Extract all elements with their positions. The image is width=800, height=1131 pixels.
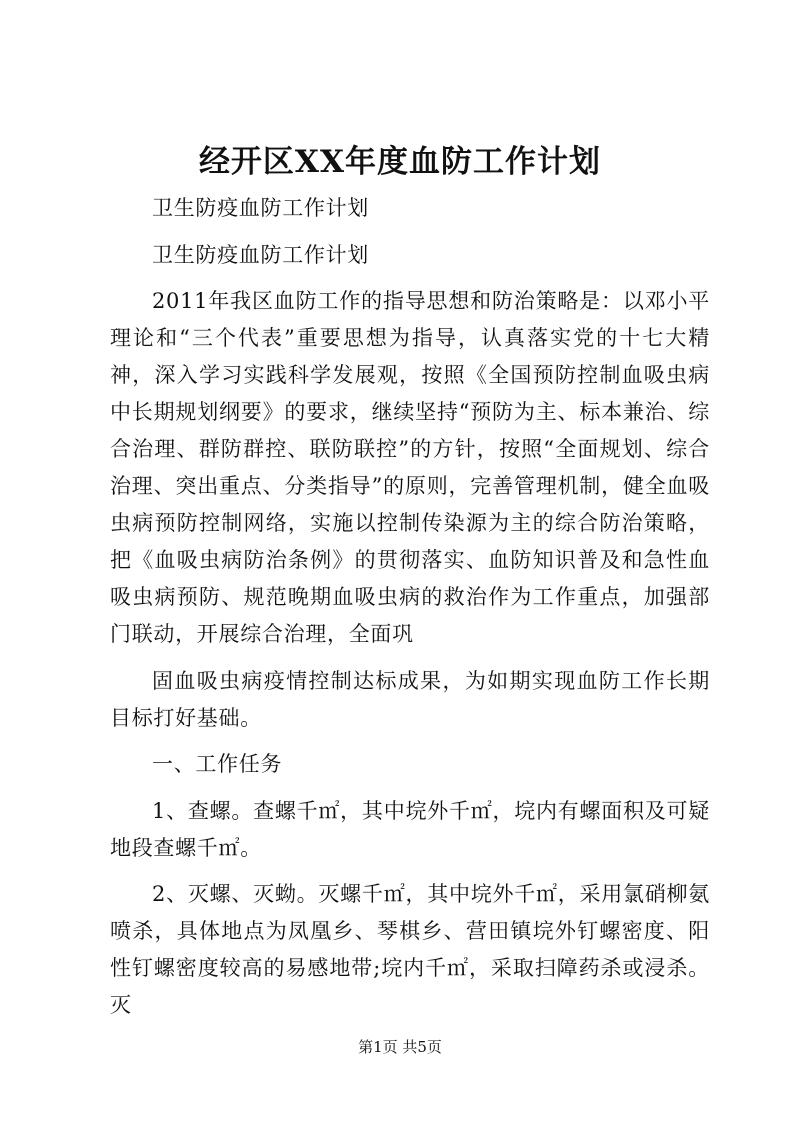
- document-title: 经开区XX年度血防工作计划: [198, 144, 602, 180]
- paragraph: 固血吸虫病疫情控制达标成果，为如期实现血防工作长期目标打好基础。: [110, 668, 710, 730]
- paragraph: 卫生防疫血防工作计划: [152, 242, 369, 267]
- document-body: [110, 190, 710, 1034]
- paragraph: 1、查螺。查螺千㎡，其中垸外千㎡，垸内有螺面积及可疑地段查螺千㎡。: [110, 798, 710, 860]
- paragraph: 卫生防疫血防工作计划: [152, 196, 369, 220]
- section-heading: 一、工作任务: [152, 752, 283, 776]
- paragraph: 2、灭螺、灭蚴。灭螺千㎡，其中垸外千㎡，采用氯硝柳氨喷杀，具体地点为凤凰乡、琴棋乡、营田镇垸外钉螺密度、阳性钉螺密度较高的易感地带;垸内千㎡，采取扫障药杀或浸杀。灭: [110, 882, 710, 1017]
- paragraph: 2011年我区血防工作的指导思想和防治策略是：以邓小平理论和“三个代表”重要思想为指导，认真落实党的十七大精神，深入学习实践科学发展观，按照《全国预防控制血吸虫病中长期规划纲要》的要求，继续坚持“预防为主、标本兼治、综合治理、群防群控、联防联控”的方针，按照“全面规划、综合治理、突出重点、分类指导”的原则，完善管理机制，健全血吸虫病预防控制网络，实施以控制传染源为主的综合防治策略，把《血吸虫病防治条例》的贯彻落实、血防知识普及和急性血吸虫病预防、规范晚期血吸虫病的救治作为工作重点，加强部门联动，开展综合治理，全面巩: [110, 289, 710, 646]
- page-number-footer: 第1页 共5页: [358, 1038, 442, 1056]
